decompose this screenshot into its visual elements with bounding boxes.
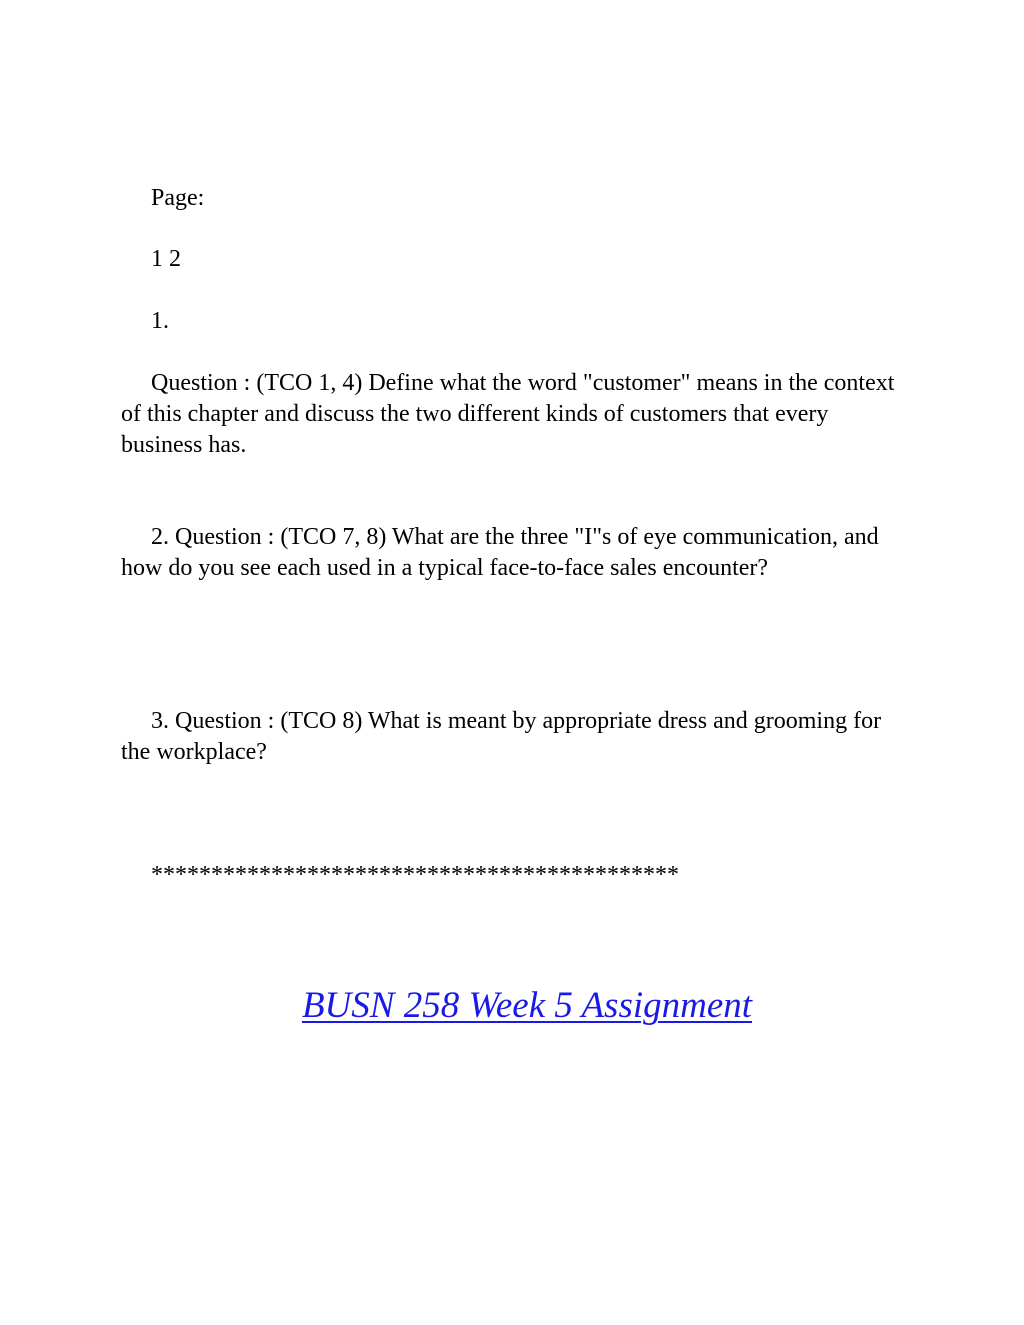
page-label: Page: bbox=[151, 185, 205, 211]
question-number-1: 1. bbox=[151, 308, 169, 334]
question-1: Question : (TCO 1, 4) Define what the word "customer" means in the context of this chapter and discuss the two different kinds of customers that every business has. bbox=[121, 370, 895, 458]
question-2: 2. Question : (TCO 7, 8) What are the three "I"s of eye communication, and how do you see each used in a typical face-to-face sales encounter? bbox=[121, 524, 879, 581]
page-numbers[interactable]: 1 2 bbox=[151, 246, 181, 272]
assignment-link[interactable]: BUSN 258 Week 5 Assignment bbox=[301, 985, 753, 1026]
separator-line: ******************************************** bbox=[151, 862, 679, 888]
question-3: 3. Question : (TCO 8) What is meant by appropriate dress and grooming for the workplace? bbox=[121, 708, 882, 765]
